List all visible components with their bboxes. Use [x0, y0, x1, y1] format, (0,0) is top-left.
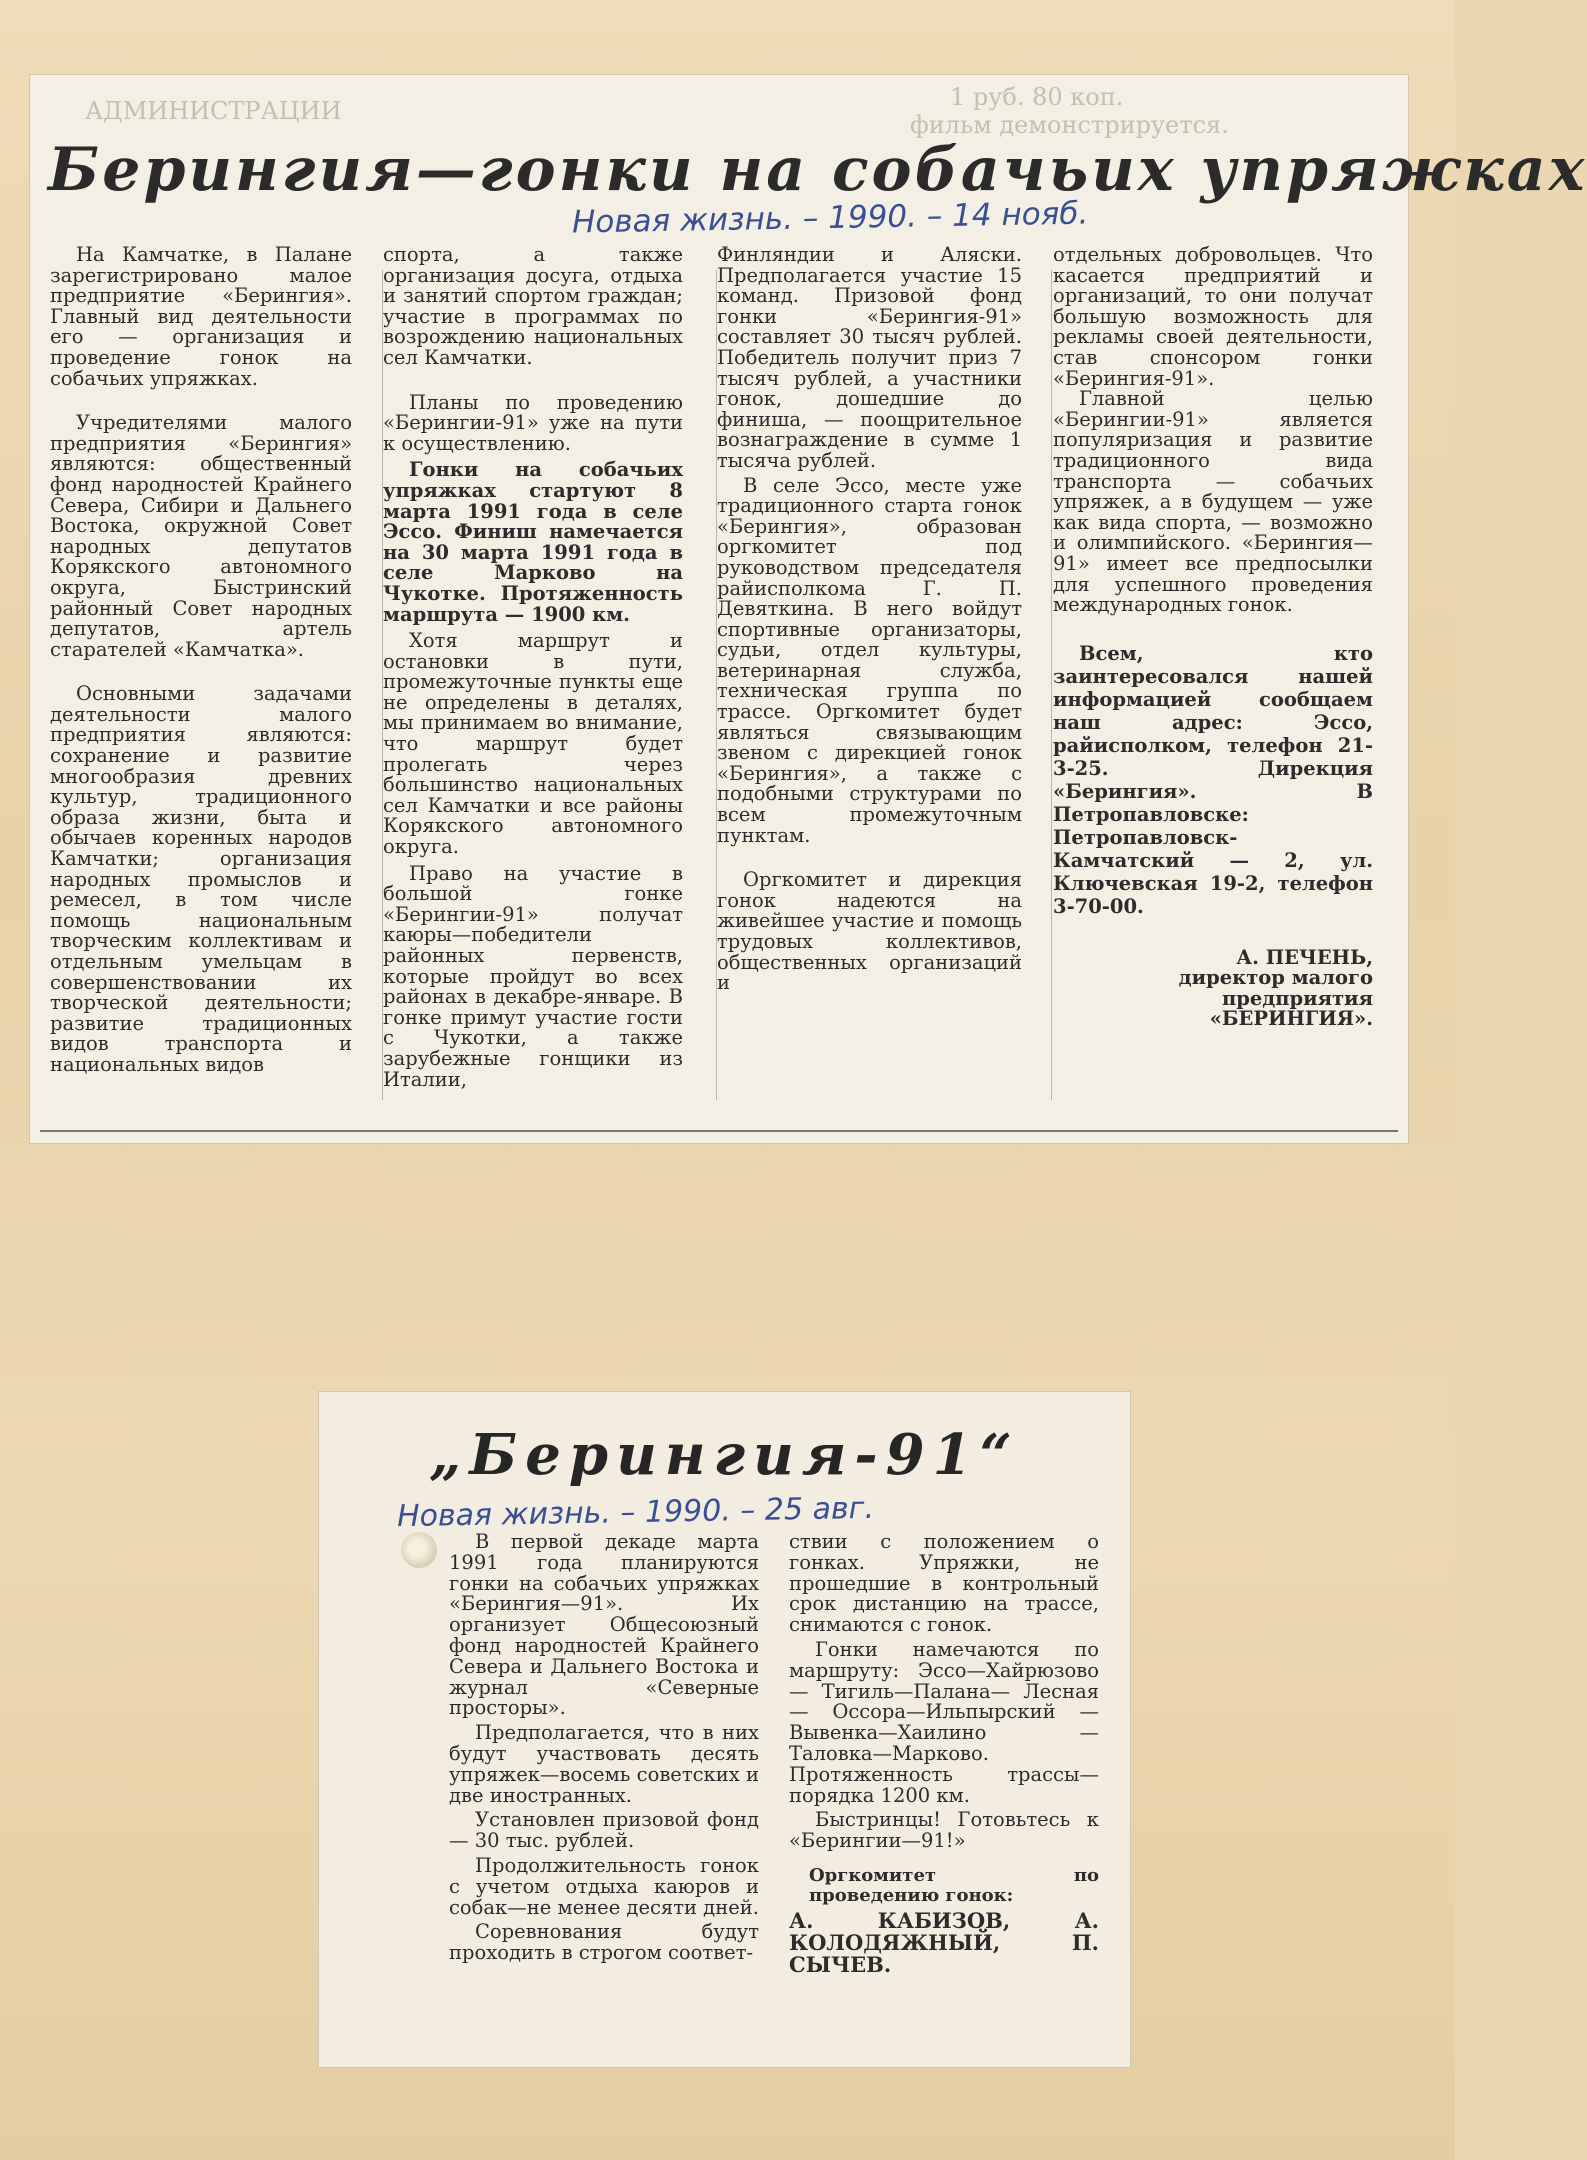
paragraph: Гонки намечаются по маршруту: Эссо—Хайрюзово — Тигиль—Палана— Лесная — Оссора—Ильпырский — Вывенка—Хаилино — Таловка—Марково. Протяженность трассы— порядка 1200 км. — [789, 1637, 1099, 1807]
article-column-2 — [383, 245, 683, 1090]
paragraph: Финляндии и Аляски. Предполагается участие 15 команд. Призовой фонд гонки «Берингия-91» составляет 30 тысяч рублей. Победитель получит приз 7 тысяч рублей, а участники гонок, дошедшие до финиша, — поощрительное вознаграждение в сумме 1 тысяча рублей. — [717, 243, 1022, 472]
paragraph: Быстринцы! Готовьтесь к «Берингии—91!» — [789, 1808, 1099, 1853]
paragraph: спорта, а также организация досуга, отдыха и занятий спортом граждан; участие в программах по возрождению национальных сел Камчатки. — [383, 243, 683, 369]
newspaper-clipping-beringia-races — [30, 75, 1587, 1143]
bleed-through-text: АДМИНИСТРАЦИИ — [85, 97, 342, 125]
paragraph: ствии с положением о гонках. Упряжки, не прошедшие в контрольный срок дистанцию на трассе, снимаются с гонок. — [789, 1530, 1099, 1637]
paragraph: Соревнования будут проходить в строгом соответ- — [449, 1920, 759, 1965]
paragraph: В первой декаде марта 1991 года планируются гонки на собачьих упряжках «Берингия—91». Их организует Общесоюзный фонд народностей Крайнего Севера и Дальнего Востока и журнал «Северные просторы». — [449, 1530, 759, 1720]
handwritten-source-note: Новая жизнь. – 1990. – 25 авг. — [396, 1490, 875, 1535]
paragraph: Оргкомитет и дирекция гонок надеются на живейшее участие и помощь трудовых коллективов, общественных организаций и — [717, 868, 1022, 995]
article-headline: Берингия—гонки на собачьих упряжках — [48, 135, 1587, 205]
paragraph: Хотя маршрут и остановки в пути, промежуточные пункты еще не определены в деталях, мы принимаем во внимание, что маршрут будет пролегать через большинство национальных сел Камчатки и все районы Корякского автономного округа. — [383, 629, 683, 859]
paragraph: Право на участие в большой гонке «Берингии-91» получат каюры—победители районных первенств, которые пройдут во всех районах в декабре-январе. В гонке примут участие гости с Чукотки, а также зарубежные гонщики из Италии, — [383, 861, 683, 1091]
paragraph: Продолжительность гонок с учетом отдыха каюров и собак—не менее десяти дней. — [449, 1853, 759, 1919]
paragraph: Учредителями малого предприятия «Берингия» являются: общественный фонд народностей Крайнего Севера, Сибири и Дальнего Востока, окружной Совет народных депутатов Корякского автономного округа, Быстринский районный Совет народных депутатов, артель старателей «Камчатка». — [50, 411, 352, 661]
paragraph: Главной целью «Берингии-91» является популяризация и развитие традиционного вида транспорта — собачьих упряжек, а в будущем — уже как вида спорта, — возможно и олимпийского. «Берингия—91» имеет все предпосылки для успешного проведения международных гонок. — [1053, 387, 1373, 617]
article-headline: „Берингия-91“ — [429, 1422, 1020, 1488]
paragraph: На Камчатке, в Палане зарегистрировано малое предприятие «Берингия». Главный вид деятельности его — организация и проведение гонок на собачьих упряжках. — [50, 243, 352, 390]
signature-title: директор малого предприятия «БЕРИНГИЯ». — [1178, 966, 1373, 1031]
bleed-through-text: фильм демонстрируется. — [910, 111, 1229, 139]
signature-name: А. ПЕЧЕНЬ, — [1236, 945, 1373, 969]
article-column-1 — [449, 1532, 759, 1964]
paragraph: Установлен призовой фонд — 30 тыс. рублей. — [449, 1808, 759, 1853]
article-column-2 — [789, 1532, 1099, 1976]
paragraph-bold: Всем, кто заинтересовался нашей информацией сообщаем наш адрес: Эссо, райисполком, телефон 21-3-25. Дирекция «Берингия». В Петропавловске: Петропавловск-Камчатский — 2, ул. Ключевская 19-2, телефон 3-70-00. — [1053, 641, 1373, 918]
punched-hole — [401, 1532, 437, 1568]
bleed-through-text: 1 руб. 80 коп. — [950, 83, 1124, 111]
paragraph: Основными задачами деятельности малого предприятия являются: сохранение и развитие многообразия древних культур, традиционного образа жизни, быта и обычаев коренных народов Камчатки; организация народных промыслов и ремесел, в том числе помощь национальным творческим коллективам и отдельным умельцам в совершенствовании их творческой деятельности; развитие традиционных видов транспорта и национальных видов — [50, 682, 352, 1076]
paragraph: В селе Эссо, месте уже традиционного старта гонок «Берингия», образован оргкомитет под руководством председателя райисполкома Г. П. Девяткина. В него войдут спортивные организаторы, судьи, отдел культуры, ветеринарная служба, техническая группа по трассе. Оргкомитет будет являться связывающим звеном с дирекцией гонок «Берингия», а также с подобными структурами по всем промежуточным пунктам. — [717, 473, 1022, 847]
signature-org: Оргкомитет по проведению гонок: — [809, 1864, 1099, 1906]
paragraph-bold: Гонки на собачьих упряжках стартуют 8 марта 1991 года в селе Эссо. Финиш намечается на 30 марта 1991 года в селе Марково на Чукотке. Протяженность маршрута — 1900 км. — [383, 458, 683, 626]
signature-names: А. КАБИЗОВ, А. КОЛОДЯЖНЫЙ, П. СЫЧЕВ. — [789, 1907, 1099, 1977]
article-column-3 — [717, 245, 1022, 994]
article-column-1 — [50, 245, 352, 1076]
paragraph: Планы по проведению «Берингии-91» уже на пути к осуществлению. — [383, 390, 683, 455]
article-column-4 — [1053, 245, 1373, 1030]
newspaper-clipping-beringia-91 — [319, 1392, 1130, 2067]
paragraph: Предполагается, что в них будут участвовать десять упряжек—восемь советских и две иностранных. — [449, 1721, 759, 1807]
paragraph: отдельных добровольцев. Что касается предприятий и организаций, то они получат большую возможность для рекламы своей деятельности, став спонсором гонки «Берингия-91». — [1053, 243, 1373, 390]
handwritten-source-note: Новая жизнь. – 1990. – 14 нояб. — [571, 195, 1089, 241]
